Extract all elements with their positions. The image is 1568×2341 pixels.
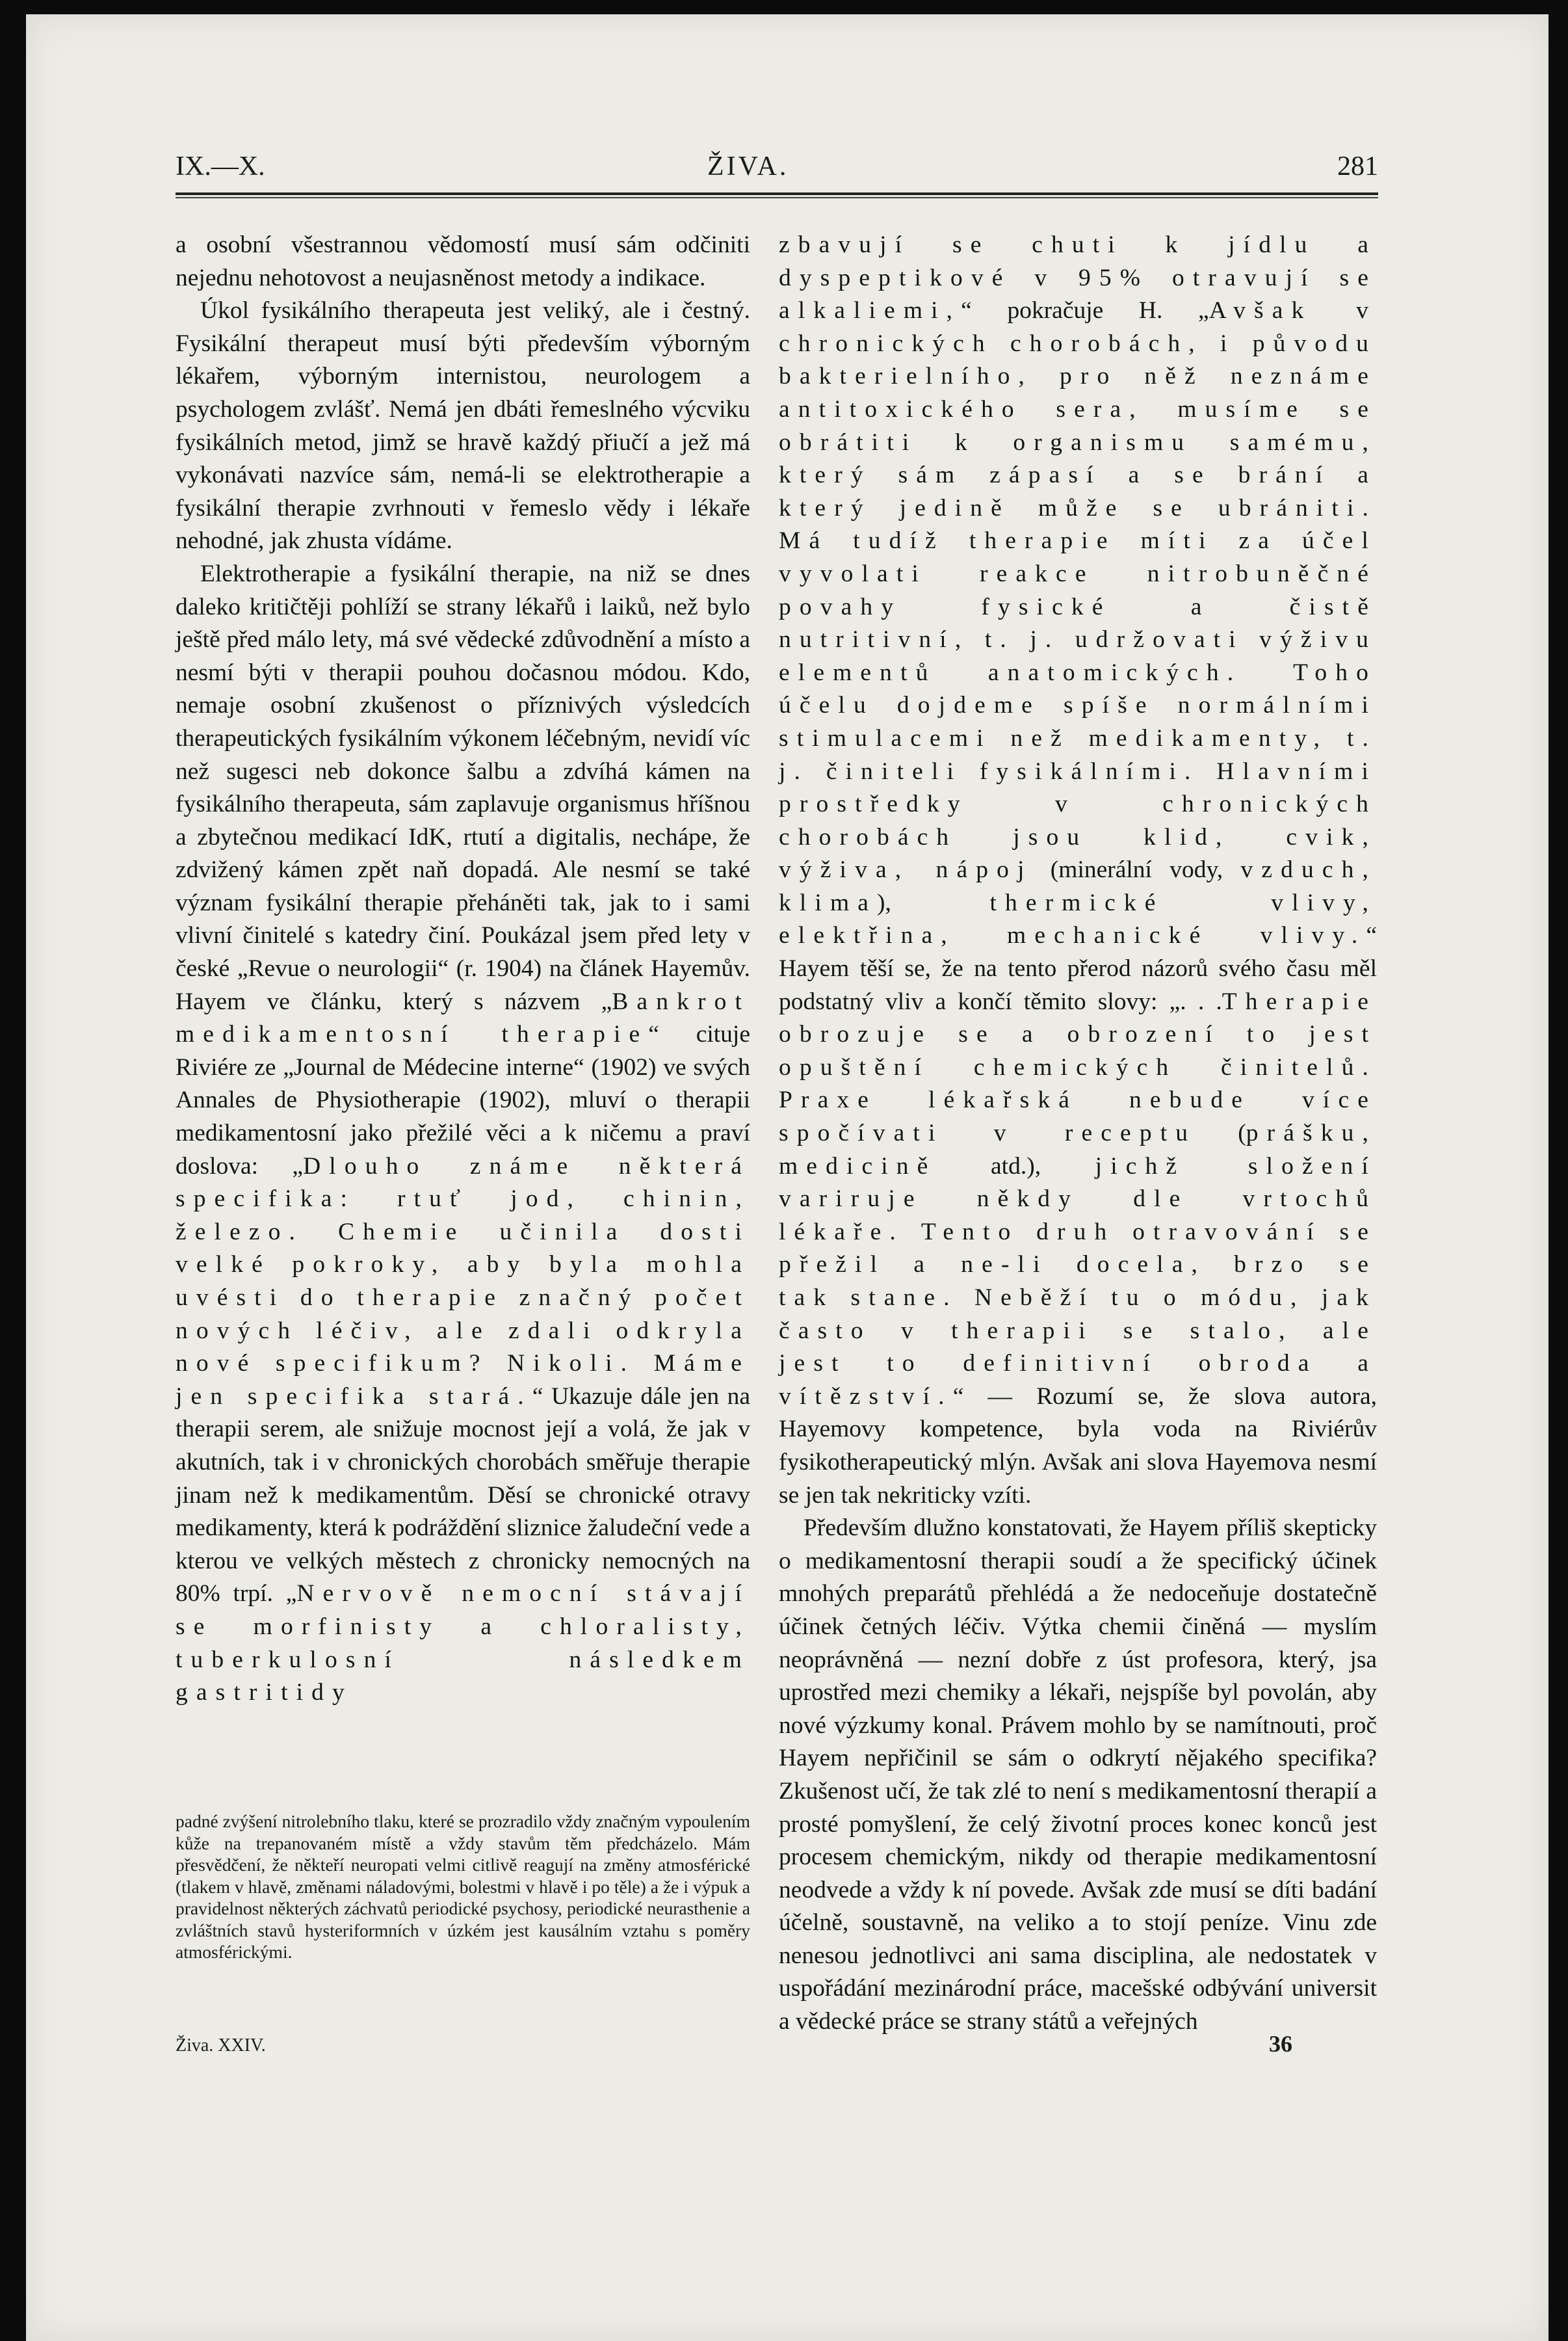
spaced-quote: Nervově nemocní stávají se morfinisty a chloralisty, tuberkulosní následkem gastritidy	[176, 1580, 750, 1706]
paragraph	[176, 558, 750, 1710]
journal-title: ŽIVA.	[707, 152, 789, 181]
issue-number: IX.—X.	[176, 152, 265, 181]
text-run: (minerální vody,	[1032, 856, 1241, 884]
text-run: (	[1196, 1120, 1246, 1147]
text-run: “ Hayem těší se, že na tento přerod názorů svého času měl podstatný vliv a končí těmito slovy: „. . .	[779, 922, 1377, 1015]
header-rule	[176, 192, 1378, 198]
running-header	[176, 151, 1378, 190]
footer-signature-number: 36	[1269, 2031, 1292, 2057]
left-column	[176, 229, 750, 1710]
spaced-title: Bankrot medikamentosní therapie	[176, 988, 750, 1048]
text-run: “ Ukazuje dále jen na therapii serem, ale snižuje mocnost její a volá, že jak v akutních, tak i v chronických chorobách směřuje therapie jinam než k medikamentům. Děsí se chronické otravy medikamenty, která k podráždění sliznice žaludeční vede a kterou ve velkých městech z chronicky nemocných na 80% trpí. „	[176, 1382, 751, 1607]
paragraph	[779, 229, 1377, 1512]
paragraph: a osobní všestrannou vědomostí musí sám odčiniti nejednu nehotovost a neujasněnost metody a indikace.	[176, 231, 750, 291]
spaced-quote: vzduch, klima	[779, 856, 1377, 916]
spaced-quote: Dlouho známe některá specifika: rtuť jod, chinin, železo. Chemie učinila dosti velké pokroky, aby byla mohla uvésti do therapie značný počet nových léčiv, ale zdali odkryla nové specifikum? Nikoli. Máme jen specifika stará.	[176, 1152, 750, 1410]
text-run: Elektrotherapie a fysikální therapie, na niž se dnes daleko kritičtěji pohlíží se strany lékařů i laiků, než bylo ještě před málo lety, má své vědecké zdůvodnění a místo a nesmí býti v therapii pouhou dočasnou módou. Kdo, nemaje osobní zkušenost o příznivých výsledcích therapeutických fysikálním výkonem léčebným, nevidí víc než sugesci neb dokonce šalbu a zdvíhá kámen na fysikálního therapeuta, sám zaplavuje organismus hříšnou a zbytečnou medikací IdK, rtutí a digitalis, nechápe, že zdvižený kámen zpět naň dopadá. Ale nesmí se také význam fysikální therapie přeháněti tak, jak to i sami vlivní činitelé s katedry činí. Poukázal jsem před lety v české „Revue o neurologii“ (r. 1904) na článek Hayemův. Hayem ve článku, který s názvem „	[176, 560, 750, 1015]
footer-journal-volume: Živa. XXIV.	[176, 2035, 266, 2056]
text-run: “ cituje Riviére ze „Journal de Médecine interne“ (1902) ve svých Annales de Physiotherapie (1902), mluví o therapii medikamentosní jako přežilé věci a k ničemu a praví doslova: „	[176, 1021, 750, 1180]
paragraph: Úkol fysikálního therapeuta jest veliký, ale i čestný. Fysikální therapeut musí býti především výborným lékařem, výborným internistou, neurologem a psychologem zvlášť. Nemá jen dbáti řemeslného výcviku fysikálních metod, jimž se hravě každý přiučí a jež má vykonávati nazvíce sám, nemá-li se elektrotherapie a fysikální therapie zvrhnouti v řemeslo vědy i lékaře nehodné, jak zhusta vídáme.	[176, 297, 750, 555]
spaced-quote: Avšak v chronických chorobách, i původu bakterielního, pro něž neznáme antitoxického sera, musíme se obrátiti k organismu samému, který sám zápasí a se brání a který jedině může se ubrániti. Má tudíž therapie míti za účel vyvolati reakce nitrobuněčné povahy fysické a čistě nutritivní, t. j. udržovati výživu elementů anatomických. Toho účelu dojdeme spíše normálními stimulacemi než medikamenty, t. j. činiteli fysikálními. Hlavními prostředky v chronických chorobách jsou klid, cvik, výživa, nápoj	[779, 297, 1377, 884]
spaced-quote: Therapie obrozuje se a obrození to jest opuštění chemických činitelů. Praxe lékařská nebude více spočívati v receptu	[779, 988, 1377, 1147]
spaced-quote: thermické vlivy, elektřina, mechanické vlivy.	[779, 889, 1377, 949]
footnote-text: padné zvýšení nitrolebního tlaku, které se prozradilo vždy značným vypoulením kůže na trepanovaném místě a vždy stavům těm předcházelo. Mám přesvědčení, že někteří neuropati velmi citlivě reagují na změny atmosférické (tlakem v hlavě, změnami náladovými, bolestmi v hlavě i po těle) a že i výpuk a pravidelnost některých záchvatů periodické psychosy, periodické neurasthenie a zvláštních stavů hysteriformních v úzkém jest kausálním vztahu s poměry atmosférickými.	[176, 1811, 750, 1962]
paragraph: Především dlužno konstatovati, že Hayem příliš skepticky o medikamentosní therapii soudí a že specifický účinek mnohých preparátů přehlédá a že nedoceňuje dostatečně účinek četných léčiv. Výtka chemii činěná — myslím neoprávněná — nezní dobře z úst profesora, který, jsa uprostřed mezi chemiky a lékaři, nejspíše byl povolán, aby nové výzkumy konal. Právem mohlo by se namítnouti, proč Hayem nepřičinil se sám o odkrytí nějakého specifika? Zkušenost učí, že tak zlé to není s medikamentosní therapií a prosté pomyšlení, že celý životní proces konec konců jest procesem chemickým, nikdy od therapie medikamentosní neodvede a vždy k ní povede. Avšak zde musí se díti badání účelně, soustavně, na veliko a to stojí peníze. Vinu zde nenesou jednotlivci ani sama disciplina, ale nedostatek v uspořádání mezinárodní práce, macešské odbývání universit a vědecké práce se strany států a veřejných	[779, 1514, 1377, 2035]
page-number: 281	[1337, 152, 1378, 181]
text-run: “ pokračuje H. „	[961, 297, 1209, 324]
spaced-quote: jichž složení variruje někdy dle vrtochů lékaře. Tento druh otravování se přežil a ne-li docela, brzo se tak stane. Neběží tu o módu, jak často v therapii se stalo, ale jest to definitivní obroda a vítězství.	[779, 1152, 1377, 1410]
text-run: ),	[877, 889, 990, 916]
spaced-quote: zbavují se chuti k jídlu a dyspeptikové v 95% otravují se alkaliemi,	[779, 231, 1377, 324]
footnote	[176, 1810, 750, 1963]
text-run: atd.),	[936, 1152, 1095, 1180]
text-run: “ — Rozumí se, že slova autora, Hayemovy kompetence, byla voda na Riviérův fysikotherapeutický mlýn. Avšak ani slova Hayemova nesmí se jen tak nekriticky vzíti.	[779, 1382, 1377, 1509]
right-column	[779, 229, 1377, 2039]
spaced-quote: prášku, medicině	[779, 1120, 1377, 1180]
